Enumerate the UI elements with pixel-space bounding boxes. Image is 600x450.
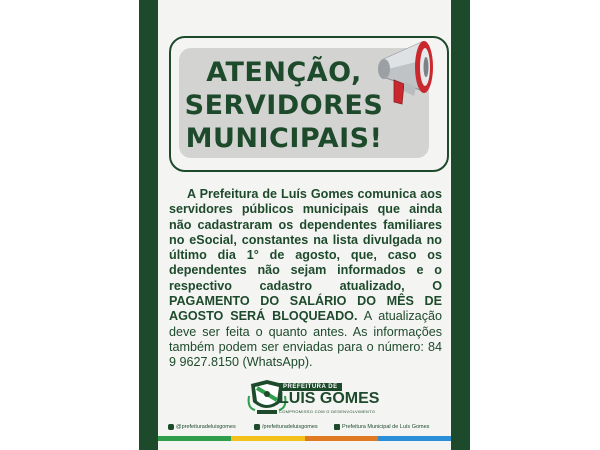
instagram-handle: @prefeituradeluisgomes <box>176 424 236 430</box>
left-border <box>139 0 158 450</box>
footer-youtube <box>334 424 429 430</box>
youtube-icon <box>334 424 340 430</box>
megaphone-icon <box>364 30 454 120</box>
youtube-channel: Prefeitura Municipal de Luís Gomes <box>342 424 430 430</box>
logo-tagline: COMPROMISSO COM O DESENVOLVIMENTO <box>279 409 376 414</box>
announcement-poster <box>139 0 470 450</box>
logo-main-label: LUÍS GOMES <box>279 390 380 407</box>
stripe-green <box>158 436 231 441</box>
social-footer <box>158 424 451 434</box>
facebook-icon <box>254 424 260 430</box>
color-stripe <box>158 436 451 441</box>
facebook-handle: /prefeituradeluisgomes <box>262 424 318 430</box>
body-closing: A atualização deve ser feita o quanto antes. As informações também podem ser enviadas para o número: 84 9 9627.8150 (WhatsApp). <box>169 309 442 370</box>
stripe-yellow <box>231 436 304 441</box>
instagram-icon <box>168 424 174 430</box>
announcement-body <box>169 187 442 371</box>
stripe-blue <box>378 436 451 441</box>
footer-facebook <box>254 424 318 430</box>
body-emphasis: PAGAMENTO DO SALÁRIO DO MÊS DE AGOSTO SERÁ BLOQUEADO. <box>169 294 442 324</box>
stripe-orange <box>305 436 378 441</box>
logo-top-label: PREFEITURA DE <box>279 383 342 391</box>
body-intro: A Prefeitura de Luís Gomes comunica aos servidores públicos municipais que ainda não cadastraram os dependentes familiares no eSocial, constantes na lista divulgada no último dia 1° de agosto, que, caso os dependentes não sejam informados e o respectivo cadastro atualizado, O <box>169 187 442 293</box>
headline-line-1: ATENÇÃO, <box>206 57 362 88</box>
headline-line-2: SERVIDORES <box>184 90 384 121</box>
headline-line-3: MUNICIPAIS! <box>185 123 383 154</box>
footer-instagram <box>168 424 236 430</box>
